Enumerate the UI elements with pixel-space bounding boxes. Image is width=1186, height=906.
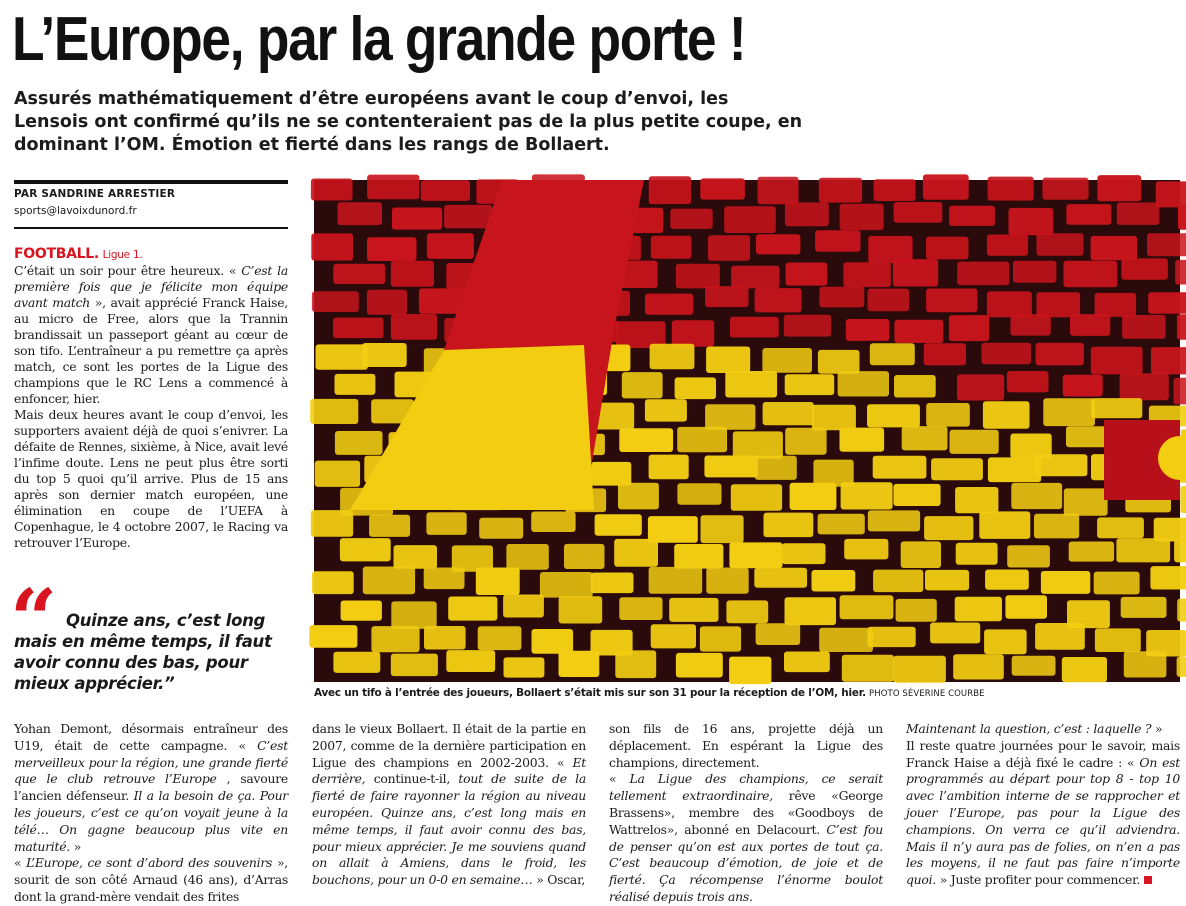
crowd-flag	[1120, 373, 1169, 400]
crowd-flag	[784, 652, 830, 673]
crowd-flag	[478, 626, 522, 650]
pull-quote-rest: mais en même temps, il faut avoir connu des bas, pour mieux apprécier.”	[14, 632, 272, 693]
crowd-flag	[1116, 538, 1170, 562]
crowd-flag	[1122, 315, 1166, 339]
crowd-flag	[1037, 292, 1081, 317]
crowd-flag	[1177, 657, 1186, 677]
crowd-flag	[1117, 203, 1160, 225]
article-column-4	[906, 721, 1180, 889]
crowd-flag	[1034, 454, 1087, 476]
col3-quote-2: C’est fou de penser qu’on est aux portes de tout ça. C’est beaucoup d’émotion, de joie et de fierté. Ça récompense l’énorme boulot réalisé depuis trois ans.	[609, 822, 883, 904]
col1-quote-1: C’est merveilleux pour la région, une grande fierté que le club retrouve l’Europe	[14, 738, 288, 787]
crowd-flag	[421, 180, 470, 201]
crowd-flag	[1013, 261, 1057, 283]
crowd-flag	[726, 600, 768, 623]
crowd-flag	[427, 233, 474, 259]
crowd-flag	[448, 597, 497, 621]
intro-paragraph-1	[14, 246, 288, 407]
crowd-flag	[1064, 261, 1118, 288]
crowd-flag	[367, 290, 407, 315]
crowd-flag	[725, 371, 777, 398]
crowd-flag	[924, 516, 973, 540]
crowd-flag	[391, 654, 438, 677]
col2-quote-2: tout de suite de la fierté de faire rayonner la région au niveau européen. Quinze ans, c’est long mais en même temps, il faut avoir connu des bas, pour mieux apprécier. Je me souviens quand on allait à Amiens, dans le froid, les bouchons, pour un 0-0 en semaine…	[312, 771, 586, 887]
crowd-flag	[705, 404, 755, 430]
crowd-flag	[309, 625, 357, 648]
crowd-flag	[818, 514, 865, 535]
crowd-flag	[1154, 518, 1186, 542]
headline: L’Europe, par la grande porte !	[12, 4, 1010, 76]
crowd-flag	[841, 482, 893, 509]
crowd-flag	[338, 202, 383, 225]
crowd-flag	[700, 178, 745, 199]
crowd-flag	[311, 510, 353, 537]
crowd-flag	[335, 374, 376, 395]
crowd-flag	[371, 626, 419, 652]
crowd-flag	[926, 403, 970, 427]
crowd-flag	[923, 174, 969, 199]
crowd-flag	[424, 626, 466, 650]
pull-quote-line1: Quinze ans, c’est long	[14, 610, 294, 631]
crowd-flag	[1148, 292, 1186, 314]
crowd-flag	[840, 595, 894, 619]
crowd-flag	[622, 372, 663, 398]
crowd-flag	[893, 656, 946, 683]
crowd-flag	[873, 456, 927, 479]
crowd-flag	[367, 237, 417, 261]
article-column-2	[312, 721, 586, 889]
crowd-flag	[312, 291, 359, 312]
crowd-flag	[394, 545, 438, 569]
crowd-flag	[925, 570, 969, 591]
crowd-flag	[956, 543, 998, 565]
crowd-flag	[901, 541, 941, 568]
crowd-flag	[1066, 204, 1111, 225]
crowd-flag	[564, 544, 605, 569]
crowd-flag	[840, 204, 884, 230]
crowd-flag	[312, 571, 354, 594]
crowd-flag	[676, 653, 723, 678]
col2-text-c: » Oscar,	[536, 872, 585, 887]
crowd-flag	[1011, 483, 1062, 509]
crowd-flag	[1121, 597, 1167, 618]
crowd-flag	[1043, 398, 1095, 426]
byline: PAR SANDRINE ARRESTIER	[14, 188, 175, 200]
crowd-flag	[818, 350, 860, 374]
col1-text-b: , savoure l’ancien défenseur.	[14, 771, 288, 803]
crowd-flag	[987, 291, 1032, 317]
crowd-flag	[672, 320, 714, 346]
crowd-flag	[819, 178, 862, 203]
crowd-flag	[902, 426, 948, 450]
col2-text-b: continue-t-il,	[374, 771, 450, 786]
crowd-flag	[367, 175, 419, 200]
crowd-flag	[1094, 572, 1140, 595]
col1-quote-2: Il a la besoin de ça. Pour les joueurs, c’est ce qu’on voyait jeune à la télé… On gagne beaucoup plus vite en maturité.	[14, 788, 288, 853]
crowd-flag	[868, 510, 920, 531]
crowd-flag	[840, 428, 885, 452]
crowd-flag	[503, 595, 544, 618]
crowd-flag	[731, 266, 780, 289]
col1-quote-3: L’Europe, ce sont d’abord des souvenirs	[26, 855, 272, 870]
crowd-flag	[988, 457, 1041, 482]
crowd-flag	[756, 234, 800, 254]
crowd-flag	[619, 597, 662, 620]
crowd-flag	[786, 263, 828, 286]
crowd-flag	[1175, 260, 1186, 285]
pull-quote	[14, 610, 294, 694]
crowd-flag	[649, 455, 689, 480]
end-of-article-icon	[1144, 876, 1152, 884]
crowd-flag	[868, 627, 916, 647]
crowd-flag	[340, 538, 391, 561]
crowd-flag	[812, 570, 856, 592]
crowd-flag	[731, 484, 782, 511]
crowd-flag	[868, 289, 910, 312]
crowd-flag	[843, 262, 890, 287]
col4-text-c: » Juste profiter pour commencer.	[940, 872, 1140, 887]
crowd-flag	[729, 542, 782, 568]
col3-text-c: rêve «George Brassens», membre des «Goodboys de Wattrelos», abonné en Delacourt.	[609, 788, 883, 837]
crowd-flag	[701, 515, 744, 543]
crowd-flag	[591, 462, 631, 486]
col3-quote-1: La Ligue des champions, ce serait tellement extraordinaire,	[609, 771, 883, 803]
crowd-flag	[896, 599, 937, 622]
crowd-flag	[785, 597, 837, 625]
crowd-flag	[815, 230, 860, 252]
crowd-flag	[930, 623, 980, 644]
crowd-flag	[1124, 651, 1167, 677]
crowd-flag	[705, 286, 748, 307]
crowd-flag	[1007, 545, 1050, 567]
crowd-flag	[615, 650, 656, 678]
crowd-flag	[983, 401, 1030, 429]
byline-rule-top	[14, 180, 288, 184]
crowd-flag	[949, 315, 989, 341]
crowd-flag	[1041, 571, 1090, 594]
crowd-flag	[392, 208, 442, 230]
crowd-flag	[362, 343, 407, 367]
crowd-flag	[700, 626, 741, 651]
crowd-flag	[785, 202, 829, 226]
crowd-flag	[1005, 595, 1047, 618]
crowd-flag	[846, 319, 890, 341]
crowd-flag	[677, 483, 721, 505]
crowd-flag	[1007, 371, 1049, 392]
crowd-flag	[677, 427, 727, 452]
crowd-flag	[763, 402, 814, 425]
crowd-flag	[531, 512, 575, 533]
crowd-flag	[676, 264, 720, 289]
crowd-flag	[675, 377, 716, 399]
crowd-flag	[341, 601, 382, 621]
crowd-flag	[1178, 206, 1186, 230]
col3-text-b: «	[609, 771, 616, 786]
crowd-flag	[559, 651, 600, 677]
crowd-flag	[893, 484, 940, 506]
crowd-flag	[957, 374, 1004, 400]
crowd-flag	[730, 317, 779, 338]
crowd-flag	[645, 294, 693, 315]
crowd-flag	[1037, 233, 1084, 256]
crowd-flag	[1091, 347, 1143, 375]
crowd-flag	[926, 289, 977, 313]
crowd-flag	[729, 657, 771, 685]
kicker-sub: Ligue 1.	[103, 249, 143, 261]
crowd-flag	[369, 515, 410, 537]
photo-credit: PHOTO SÉVERINE COURBE	[869, 689, 985, 699]
crowd-flag	[476, 568, 520, 596]
crowd-flag	[1070, 314, 1110, 336]
crowd-flag	[764, 513, 814, 538]
crowd-flag	[1095, 293, 1137, 317]
crowd-flag	[591, 573, 634, 594]
crowd-flag	[426, 512, 466, 535]
crowd-flag	[504, 657, 545, 677]
crowd-flag	[1095, 628, 1141, 652]
photo-caption	[314, 686, 1180, 701]
crowd-flag	[894, 202, 943, 223]
crowd-flag	[754, 568, 807, 588]
crowd-flag	[955, 487, 998, 513]
crowd-flag	[595, 514, 642, 536]
crowd-flag	[310, 399, 358, 424]
crowd-flag	[614, 539, 658, 567]
crowd-flag	[1012, 656, 1056, 676]
col4-text-b: Il reste quatre journées pour le savoir, mais Franck Haise a déjà fixé le cadre : «	[906, 738, 1180, 770]
crowd-flag	[1174, 540, 1186, 562]
col1-text-a: Yohan Demont, désormais entraîneur des U19, était de cette campagne. «	[14, 721, 288, 753]
col1-text-c: »	[74, 839, 81, 854]
crowd-flag	[648, 516, 698, 543]
crowd-flag	[333, 652, 380, 673]
intro-text-b: », avait apprécié Franck Haise, au micro de Free, alors que la Trannin brandissait un passeport géant au cœur de son tifo. L’entraîneur a pu remettre ça après match, ce sont les portes de la Ligue des champions que le RC Lens a commencé à enfoncer, hier.	[14, 295, 288, 406]
crowd-flag	[867, 404, 920, 427]
crowd-flag	[674, 544, 723, 569]
crowd-flag	[1042, 178, 1088, 200]
crowd-flag	[874, 179, 916, 201]
crowd-flag	[335, 431, 383, 455]
crowd-flag	[1069, 542, 1114, 562]
crowd-flag	[979, 511, 1030, 539]
crowd-flag	[894, 375, 936, 398]
crowd-flag	[844, 539, 888, 560]
tifo-illustration	[314, 180, 1180, 682]
crowd-flag	[755, 288, 802, 312]
crowd-flag	[893, 259, 938, 286]
crowd-flag	[1177, 314, 1186, 340]
crowd-flag	[311, 179, 353, 201]
intro-quote: C’est la première fois que je félicite mon équipe avant match	[14, 263, 288, 310]
crowd-flag	[955, 597, 1002, 622]
quote-mark-icon: “	[10, 580, 57, 660]
intro-text	[14, 246, 288, 551]
article-column-3	[609, 721, 883, 906]
crowd-flag	[926, 237, 969, 260]
crowd-flag	[1009, 208, 1054, 235]
crowd-flag	[645, 399, 687, 421]
crowd-flag	[315, 461, 360, 487]
crowd-flag	[316, 344, 368, 369]
crowd-flag	[618, 483, 659, 510]
crowd-flag	[953, 654, 1004, 679]
crowd-flag	[949, 206, 995, 226]
col2-text-a: dans le vieux Bollaert. Il était de la partie en 2007, comme de la dernière participation en Ligue des champions en 2002-2003. «	[312, 721, 586, 770]
crowd-flag	[724, 206, 776, 233]
crowd-flag	[424, 568, 465, 590]
intro-text-a: C’était un soir pour être heureux. «	[14, 263, 236, 278]
crowd-flag	[1035, 623, 1085, 650]
crowd-flag	[333, 318, 384, 339]
crowd-flag	[446, 650, 495, 672]
standfirst: Assurés mathématiquement d’être européens avant le coup d’envoi, les Lensois ont confirmé qu’ils ne se contenteraient pas de la plus petite coupe, en dominant l’OM. Émotion et fierté dans les rangs de Bollaert.	[14, 88, 804, 157]
crowd-flag	[1174, 378, 1186, 405]
crowd-flag	[649, 176, 691, 204]
crowd-flag	[704, 456, 758, 478]
crowd-flag	[1156, 181, 1186, 207]
crowd-flag	[784, 315, 831, 337]
crowd-flag	[842, 655, 894, 682]
crowd-flag	[391, 261, 434, 287]
crowd-flag	[838, 371, 889, 396]
crowd-flag	[894, 320, 943, 343]
intro-paragraph-2: Mais deux heures avant le coup d’envoi, les supporters avaient déjà de quoi s’enivrer. La défaite de Rennes, sixième, à Nice, avait levé l’infime doute. Lens ne peut plus être sorti du top 5 quoi qu’il arrive. Plus de 15 ans après son dernier match européen, une élimination en coupe de l’UEFA à Copenhague, le 4 octobre 2007, le Racing va retrouver l’Europe.	[14, 407, 288, 551]
crowd-flag	[532, 629, 574, 654]
crowd-flag	[1097, 517, 1144, 538]
crowd-flag	[651, 236, 692, 259]
crowd-flag	[1091, 236, 1137, 260]
col3-text-a: son fils de 16 ans, projette déjà un déplacement. En espérant la Ligue des champions, directement.	[609, 721, 883, 771]
crowd-flag	[559, 596, 603, 623]
crowd-flag	[311, 233, 353, 260]
crowd-flag	[733, 431, 783, 458]
crowd-flag	[1177, 599, 1186, 622]
byline-rule-bottom	[14, 227, 288, 229]
crowd-flag	[540, 572, 593, 598]
crowd-flag	[333, 264, 385, 284]
caption-text: Avec un tifo à l’entrée des joueurs, Bollaert s’était mis sur son 31 pour la réception de l’OM, hier.	[314, 687, 866, 699]
crowd-flag	[1063, 375, 1103, 397]
author-email[interactable]: sports@lavoixdunord.fr	[14, 205, 137, 217]
crowd-flag	[1151, 347, 1186, 374]
crowd-flag	[706, 347, 750, 374]
crowd-flag	[755, 456, 797, 480]
crowd-flag	[670, 209, 712, 229]
crowd-flag	[981, 343, 1031, 364]
crowd-flag	[756, 623, 801, 645]
crowd-flag	[1097, 175, 1141, 201]
crowd-flag	[782, 543, 826, 564]
crowd-flag	[669, 598, 718, 622]
crowd-flag	[506, 544, 548, 570]
crowd-flag	[1011, 314, 1051, 336]
crowd-flag	[790, 483, 837, 510]
crowd-flag	[708, 235, 750, 260]
crowd-flag	[1147, 233, 1186, 256]
crowd-flag	[391, 314, 437, 340]
crowd-flag	[957, 262, 1009, 286]
crowd-flag	[1121, 258, 1168, 279]
crowd-flag	[870, 343, 915, 365]
crowd-flag	[651, 624, 696, 648]
crowd-flag	[819, 628, 873, 652]
crowd-flag	[1180, 486, 1186, 513]
crowd-flag	[988, 177, 1034, 201]
crowd-flag	[1091, 398, 1142, 418]
crowd-flag	[391, 601, 436, 629]
crowd-flag	[479, 518, 523, 539]
crowd-flag	[619, 428, 673, 452]
crowd-flag	[363, 567, 415, 595]
crowd-flag	[706, 568, 748, 594]
crowd-flag	[950, 430, 999, 454]
crowd-flag	[812, 405, 856, 431]
crowd-flag	[650, 344, 695, 370]
crowd-flag	[444, 205, 492, 229]
col4-quote-1: Maintenant la question, c’est : laquelle ?	[906, 721, 1151, 736]
crowd-flag	[987, 235, 1028, 256]
crowd-flag	[985, 570, 1029, 590]
col2-quote-1: Et derrière,	[312, 755, 586, 787]
kicker: FOOTBALL.	[14, 246, 99, 262]
crowd-flag	[762, 348, 812, 373]
col1-text-d: «	[14, 855, 21, 870]
crowd-flag	[924, 343, 966, 365]
crowd-flag	[1034, 514, 1079, 539]
col1-text-e: », sourit de son côté Arnaud (46 ans), d’Arras dont la grand-mère vendait des frites	[14, 855, 288, 904]
crowd-flag	[984, 629, 1027, 654]
crowd-flag	[1062, 657, 1107, 682]
stadium-tifo-photo	[314, 180, 1180, 682]
crowd-flag	[873, 570, 923, 593]
crowd-flag	[649, 567, 703, 594]
crowd-flag	[785, 374, 835, 395]
col4-text-a: »	[1155, 721, 1162, 736]
crowd-flag	[819, 287, 864, 308]
article-column-1	[14, 721, 288, 906]
col4-quote-2: On est programmés au départ pour top 8 - top 10 avec l’ambition interne de se rapprocher et jouer l’Europe, pas pour la Ligue des champions. On verra ce qu’il adviendra. Mais il n’y aura pas de folies, on n’en a pas les moyens, il ne faut pas faire n’importe quoi.	[906, 755, 1180, 888]
crowd-flag	[1150, 566, 1186, 589]
crowd-flag	[1036, 343, 1084, 366]
crowd-flag	[1064, 488, 1108, 515]
crowd-flag	[785, 428, 826, 455]
crowd-flag	[758, 177, 799, 204]
crowd-flag	[931, 458, 983, 480]
